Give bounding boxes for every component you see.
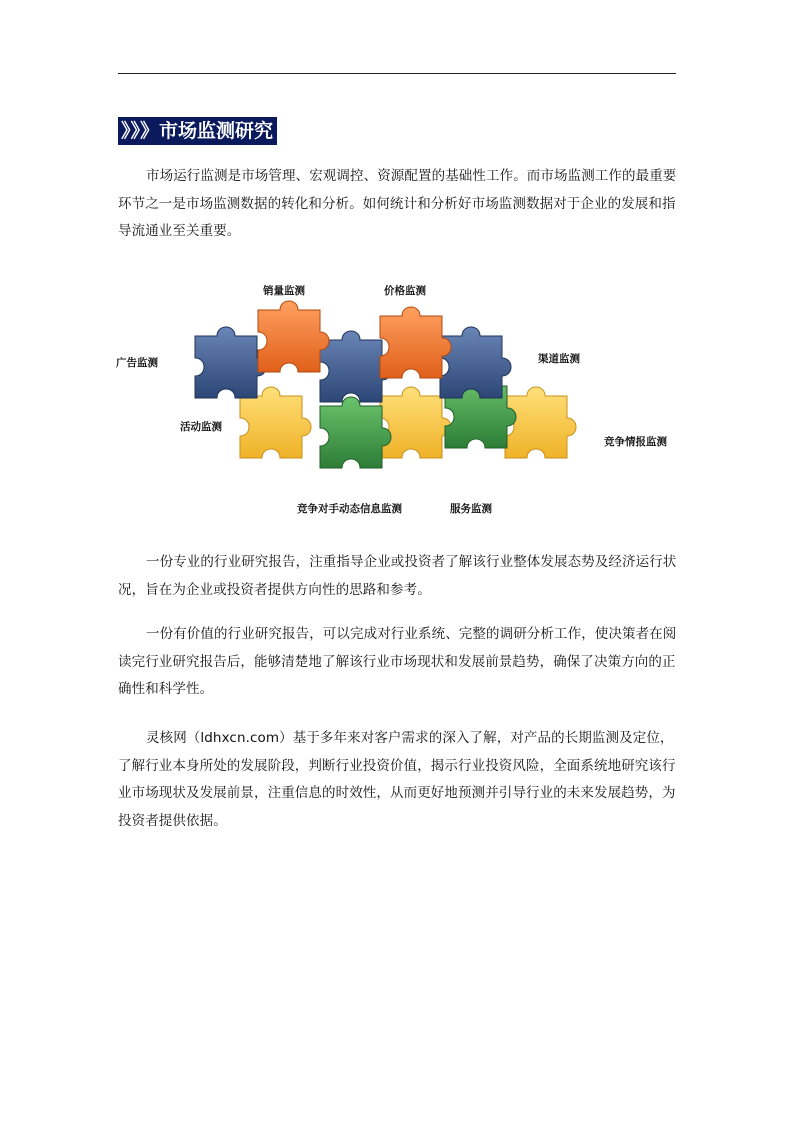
- label-competitor-info-monitoring: 竞争对手动态信息监测: [297, 503, 402, 515]
- paragraph-company-intro: 灵核网（ldhxcn.com）基于多年来对客户需求的深入了解，对产品的长期监测及定位，了解行业本身所处的发展阶段，判断行业投资价值，揭示行业投资风险，全面系统地研究该行业市场现状及发展前景，注重信息的时效性，从而更好地预测并引导行业的未来发展趋势，为投资者提供依据。: [118, 730, 676, 829]
- label-activity-monitoring: 活动监测: [180, 421, 222, 433]
- label-ad-monitoring: 广告监测: [116, 357, 158, 369]
- section-heading: 》》》市场监测研究: [118, 117, 277, 145]
- paragraph-intro: 市场运行监测是市场管理、宏观调控、资源配置的基础性工作。而市场监测工作的最重要环节之一是市场监测数据的转化和分析。如何统计和分析好市场监测数据对于企业的发展和指导流通业至关重要。: [118, 168, 677, 239]
- label-service-monitoring: 服务监测: [450, 503, 492, 515]
- label-price-monitoring: 价格监测: [384, 285, 426, 297]
- yellow-puzzle-pieces: [240, 387, 576, 458]
- label-sales-monitoring: 销量监测: [263, 285, 305, 297]
- paragraph-professional-report: 一份专业的行业研究报告，注重指导企业或投资者了解该行业整体发展态势及经济运行状况，旨在为企业或投资者提供方向性的思路和参考。: [118, 554, 677, 598]
- paragraph-valuable-report: 一份有价值的行业研究报告，可以完成对行业系统、完整的调研分析工作，使决策者在阅读完行业研究报告后，能够清楚地了解该行业市场现状和发展前景趋势，确保了决策方向的正确性和科学性。: [118, 626, 677, 697]
- label-channel-monitoring: 渠道监测: [538, 353, 580, 365]
- header-rule: [118, 73, 676, 74]
- label-competitive-intel-monitoring: 竞争情报监测: [604, 436, 667, 448]
- blue-puzzle-pieces: [195, 327, 511, 402]
- monitoring-puzzle-diagram: [110, 268, 690, 528]
